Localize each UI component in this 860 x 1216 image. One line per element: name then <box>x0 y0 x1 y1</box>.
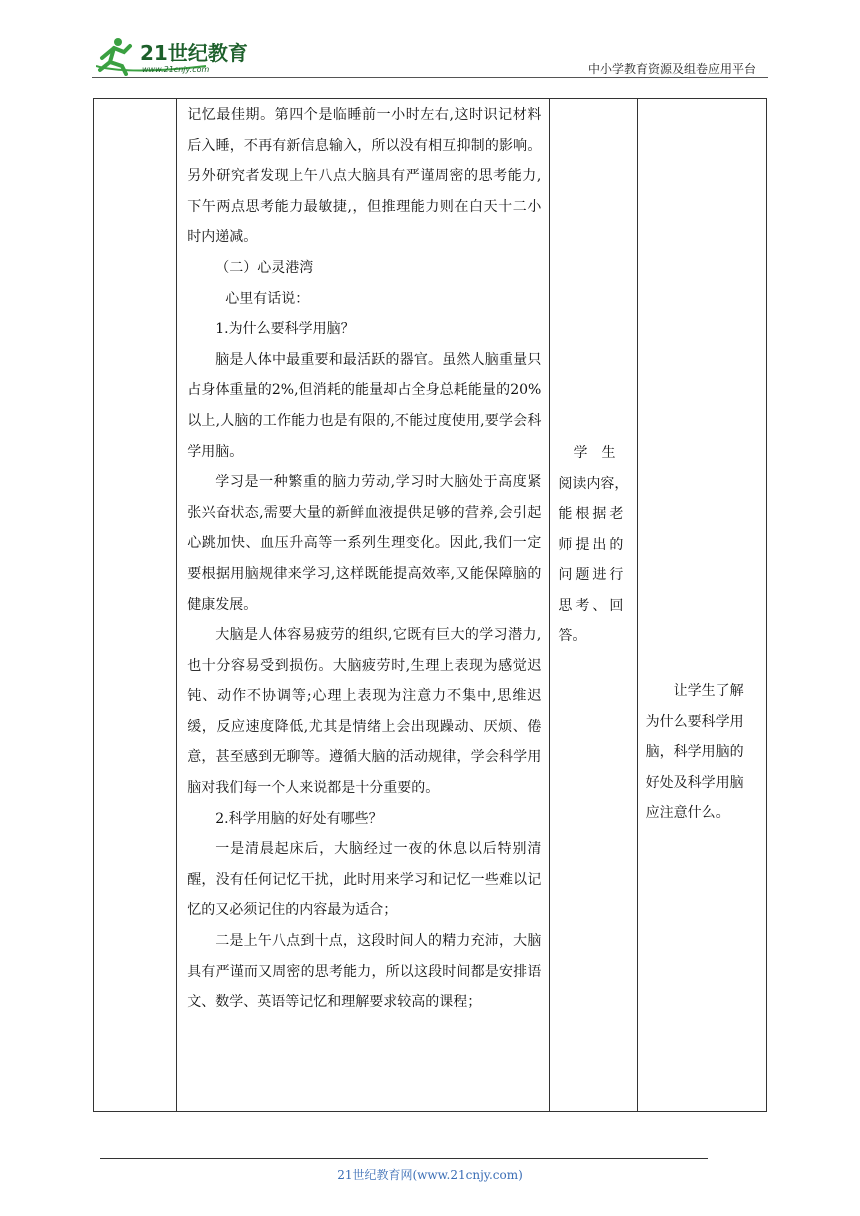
student-activity-text <box>558 438 630 652</box>
logo-url: www.21cnjy.com <box>142 65 210 74</box>
header-divider <box>92 77 768 78</box>
footer-divider <box>100 1158 708 1159</box>
paragraph-forenoon: 二是上午八点到十点，这段时间人的精力充沛，大脑具有严谨而又周密的思考能力，所以这段时间都是安排语文、数学、英语等记忆和理解要求较高的课程； <box>187 933 542 1011</box>
intent-line: 脑，科学用脑的 <box>645 744 744 760</box>
intent-line: 为什么要科学用 <box>645 713 744 730</box>
intent-line: 应注意什么。 <box>645 805 730 821</box>
intent-line: 好处及科学用脑 <box>645 774 744 791</box>
paragraph-study-labor: 学习是一种繁重的脑力劳动,学习时大脑处于高度紧张兴奋状态,需要大量的新鲜血液提供足够的营养,会引起心跳加快、血压升高等一系列生理变化。因此,我们一定要根据用脑规律来学习,这样既能提高效率,又能保障脑的健康发展。 <box>187 474 542 613</box>
activity-line: 能根据老 <box>558 506 627 522</box>
activity-line: 师提出的 <box>558 536 627 553</box>
site-logo[interactable] <box>96 36 266 76</box>
stage-column <box>94 99 177 1112</box>
question-why-scientific: 1.为什么要科学用脑？ <box>215 321 355 338</box>
activity-line: 阅读内容， <box>558 475 629 492</box>
intent-line: 让学生了解 <box>645 683 744 699</box>
activity-line: 问题进行 <box>558 567 627 583</box>
teaching-content-cell <box>177 99 550 1112</box>
paragraph-morning: 一是清晨起床后，大脑经过一夜的休息以后特别清醒，没有任何记忆干扰，此时用来学习和记忆一些难以记忆的又必须记住的内容最为适合； <box>187 841 542 919</box>
logo-text: 21世纪教育 <box>140 41 248 65</box>
paragraph-memory-peak: 记忆最佳期。第四个是临睡前一小时左右,这时识记材料后入睡，不再有新信息输入，所以没有相互抑制的影响。另外研究者发现上午八点大脑具有严谨周密的思考能力,下午两点思考能力最敏捷,，但推理能力则在白天十二小时内递减。 <box>187 107 542 246</box>
student-activity-cell <box>550 99 637 1112</box>
activity-line: 答。 <box>558 628 587 644</box>
lesson-table <box>93 98 767 1112</box>
question-benefits: 2.科学用脑的好处有哪些？ <box>215 810 383 827</box>
page-header <box>0 0 860 80</box>
footer-link[interactable]: 21世纪教育网(www.21cnjy.com) <box>337 1168 523 1182</box>
section-heading-heart-harbor: （二）心灵港湾 <box>215 259 314 276</box>
subheading-heart-talk: 心里有话说： <box>225 290 310 307</box>
design-intent-text <box>646 676 760 829</box>
runner-logo-icon <box>96 36 266 76</box>
paragraph-brain-organ: 脑是人体中最重要和最活跃的器官。虽然人脑重量只占身体重量的2%,但消耗的能量却占全身总耗能量的20%以上,人脑的工作能力也是有限的,不能过度使用,要学会科学用脑。 <box>187 351 542 460</box>
paragraph-brain-fatigue: 大脑是人体容易疲劳的组织,它既有巨大的学习潜力,也十分容易受到损伤。大脑疲劳时,生理上表现为感觉迟钝、动作不协调等;心理上表现为注意力不集中,思维迟缓，反应速度降低,尤其是情绪上会出现躁动、厌烦、倦意，甚至感到无聊等。遵循大脑的活动规律，学会科学用脑对我们每一个人来说都是十分重要的。 <box>187 627 542 797</box>
activity-line: 学 生 <box>573 445 616 461</box>
platform-name: 中小学教育资源及组卷应用平台 <box>587 62 756 76</box>
activity-line: 思考、回 <box>558 597 627 614</box>
design-intent-cell <box>637 99 766 1112</box>
